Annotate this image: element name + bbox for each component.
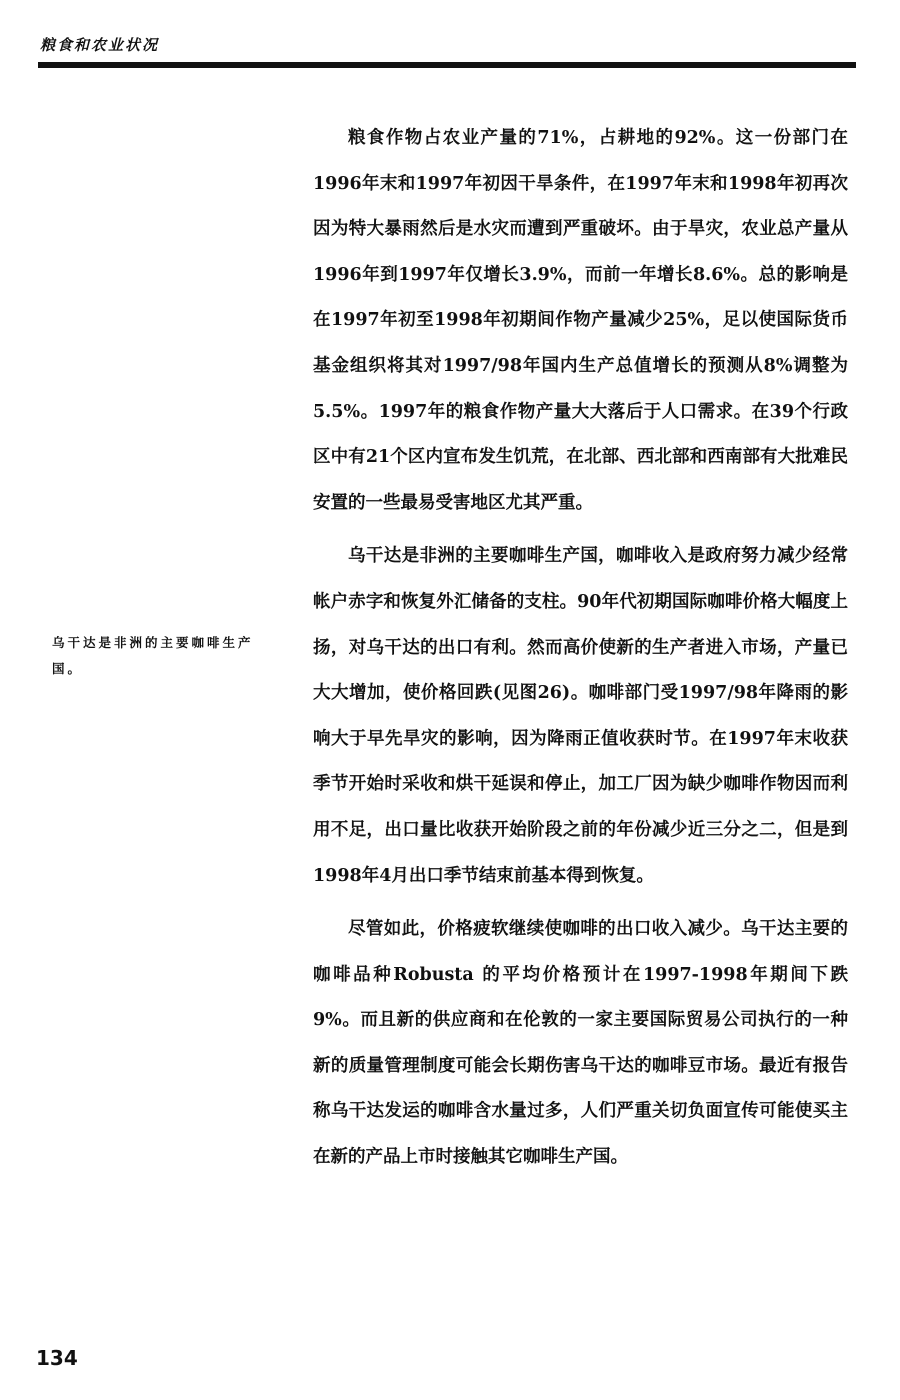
body-text — [313, 116, 848, 1189]
header-rule — [38, 62, 856, 68]
running-head: 粮食和农业状况 — [40, 36, 160, 54]
page-number: 134 — [36, 1346, 78, 1370]
paragraph-coffee-producer: 乌干达是非洲的主要咖啡生产国，咖啡收入是政府努力减少经常帐户赤字和恢复外汇储备的支柱。90年代初期国际咖啡价格大幅度上扬，对乌干达的出口有利。然而高价使新的生产者进入市场，产量已大大增加，使价格回跌(见图26)。咖啡部门受1997/98年降雨的影响大于早先旱灾的影响，因为降雨正值收获时节。在1997年末收获季节开始时采收和烘干延误和停止，加工厂因为缺少咖啡作物因而利用不足，出口量比收获开始阶段之前的年份减少近三分之二，但是到1998年4月出口季节结束前基本得到恢复。 — [313, 546, 848, 886]
paragraph-food-crops: 粮食作物占农业产量的71%，占耕地的92%。这一份部门在1996年末和1997年初因干旱条件，在1997年末和1998年初再次因为特大暴雨然后是水灾而遭到严重破坏。由于旱灾，农业总产量从1996年到1997年仅增长3.9%，而前一年增长8.6%。总的影响是在1997年初至1998年初期间作物产量减少25%，足以使国际货币基金组织将其对1997/98年国内生产总值增长的预测从8%调整为5.5%。1997年的粮食作物产量大大落后于人口需求。在39个行政区中有21个区内宣布发生饥荒，在北部、西北部和西南部有大批难民安置的一些最易受害地区尤其严重。 — [313, 128, 848, 513]
margin-note: 乌干达是非洲的主要咖啡生产国。 — [52, 635, 254, 676]
paragraph-coffee-prices: 尽管如此，价格疲软继续使咖啡的出口收入减少。乌干达主要的咖啡品种Robusta 的平均价格预计在1997-1998年期间下跌9%。而且新的供应商和在伦敦的一家主要国际贸易公司执行的一种新的质量管理制度可能会长期伤害乌干达的咖啡豆市场。最近有报告称乌干达发运的咖啡含水量过多，人们严重关切负面宣传可能使买主在新的产品上市时接触其它咖啡生产国。 — [313, 919, 848, 1168]
